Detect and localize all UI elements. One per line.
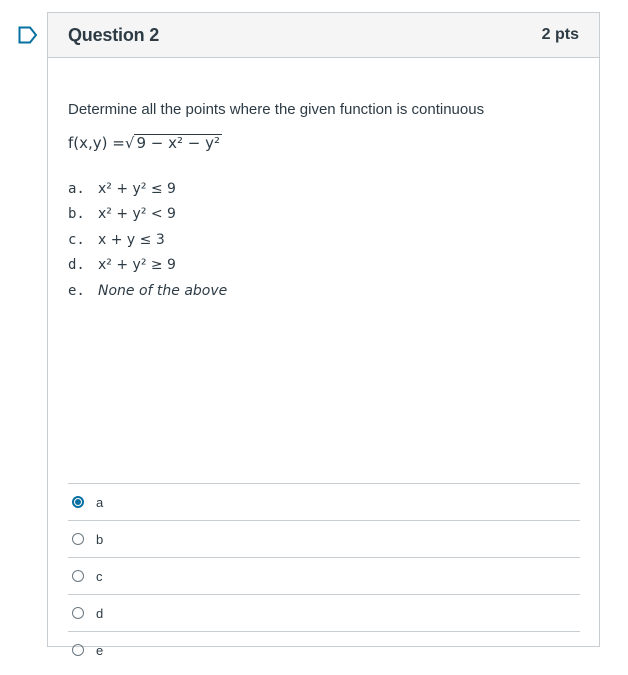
answer-row-b[interactable] <box>68 520 580 557</box>
function-radicand: 9 − x² − y² <box>136 134 220 152</box>
radio-button[interactable] <box>72 607 84 619</box>
option-item <box>68 227 227 253</box>
option-item <box>68 176 227 202</box>
answer-label[interactable]: a <box>96 494 104 510</box>
option-letter: a. <box>68 180 85 197</box>
option-letter: d. <box>68 257 85 274</box>
option-expression: x + y ≤ 3 <box>98 231 165 248</box>
answer-label[interactable]: e <box>96 642 104 658</box>
answer-label[interactable]: c <box>96 568 103 584</box>
option-expression: x² + y² ≤ 9 <box>98 180 176 197</box>
sqrt-symbol: √ <box>124 134 135 152</box>
answer-label[interactable]: d <box>96 605 104 621</box>
function-expression <box>68 134 222 152</box>
option-item <box>68 278 227 304</box>
option-letter: e. <box>68 282 85 299</box>
radio-button-selected[interactable] <box>72 496 84 508</box>
option-expression: x² + y² ≥ 9 <box>98 257 176 274</box>
option-letter: c. <box>68 231 85 248</box>
question-points: 2 pts <box>541 26 579 43</box>
option-item <box>68 253 227 279</box>
answer-row-e[interactable] <box>68 631 580 668</box>
option-item <box>68 202 227 228</box>
answer-row-a[interactable] <box>68 483 580 520</box>
answer-choices <box>68 483 580 668</box>
option-expression: x² + y² < 9 <box>98 206 176 223</box>
option-expression: None of the above <box>98 282 228 299</box>
answer-row-d[interactable] <box>68 594 580 631</box>
option-list <box>68 176 227 304</box>
function-equals: = <box>112 134 125 152</box>
radio-button[interactable] <box>72 644 84 656</box>
option-letter: b. <box>68 206 85 223</box>
answer-label[interactable]: b <box>96 531 104 547</box>
answer-row-c[interactable] <box>68 557 580 594</box>
flag-question-icon[interactable] <box>18 26 38 44</box>
question-header <box>48 13 599 58</box>
question-title: Question 2 <box>68 24 160 45</box>
radio-button[interactable] <box>72 533 84 545</box>
question-prompt: Determine all the points where the given function is continuous <box>68 101 485 118</box>
question-card <box>47 12 600 658</box>
radio-button[interactable] <box>72 570 84 582</box>
function-lhs: f(x,y) <box>68 134 108 152</box>
